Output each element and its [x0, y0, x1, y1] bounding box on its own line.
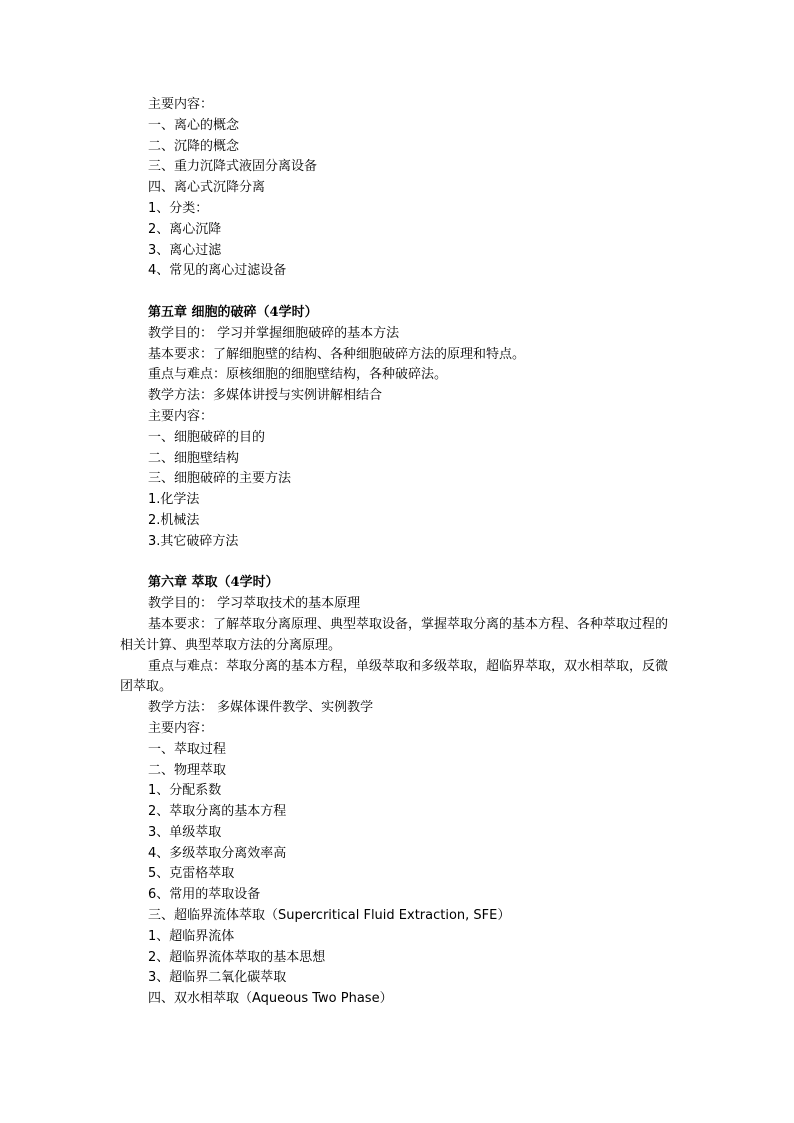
chapter-6-title: 第六章 萃取（4学时） [148, 575, 279, 591]
chapter-5-title: 第五章 细胞的破碎（4学时） [148, 304, 318, 320]
list-item: 3、单级萃取 [148, 824, 222, 840]
teaching-method: 教学方法： 多媒体课件教学、实例教学 [148, 700, 374, 716]
teaching-method: 教学方法：多媒体讲授与实例讲解相结合 [148, 388, 383, 404]
list-item: 1.化学法 [148, 492, 200, 508]
main-content-label: 主要内容： [148, 97, 214, 112]
list-item: 4、多级萃取分离效率高 [148, 845, 287, 861]
teaching-objective: 教学目的： 学习并掌握细胞破碎的基本方法 [148, 325, 400, 341]
document-body [120, 95, 680, 1010]
list-item: 4、常见的离心过滤设备 [148, 263, 287, 279]
list-item: 3、超临界二氧化碳萃取 [148, 970, 287, 986]
list-item: 一、萃取过程 [148, 741, 227, 757]
list-item: 2、萃取分离的基本方程 [148, 804, 287, 820]
list-item: 3、离心过滤 [148, 242, 222, 258]
key-points: 重点与难点：萃取分离的基本方程，单级萃取和多级萃取，超临界萃取，双水相萃取，反微团萃取。 [120, 658, 669, 695]
list-item: 四、双水相萃取（Aqueous Two Phase） [148, 991, 393, 1007]
list-item: 一、离心的概念 [148, 117, 240, 133]
main-content-label: 主要内容： [148, 720, 214, 736]
list-item: 2、离心沉降 [148, 221, 222, 237]
main-content-label: 主要内容： [148, 408, 214, 424]
list-item: 3.其它破碎方法 [148, 533, 239, 549]
spacer [120, 282, 680, 303]
list-item: 一、细胞破碎的目的 [148, 429, 266, 445]
list-item: 2、超临界流体萃取的基本思想 [148, 949, 326, 965]
key-points: 重点与难点：原核细胞的细胞壁结构，各种破碎法。 [148, 367, 448, 383]
list-item: 三、细胞破碎的主要方法 [148, 471, 292, 487]
list-item: 二、细胞壁结构 [148, 450, 240, 466]
list-item: 2.机械法 [148, 512, 200, 528]
list-item: 二、物理萃取 [148, 762, 227, 778]
list-item: 三、超临界流体萃取（Supercritical Fluid Extraction, SFE） [148, 908, 511, 924]
list-item: 1、超临界流体 [148, 928, 235, 944]
basic-requirements: 基本要求：了解细胞壁的结构、各种细胞破碎方法的原理和特点。 [148, 346, 526, 362]
spacer [120, 553, 680, 574]
list-item: 三、重力沉降式液固分离设备 [148, 159, 318, 175]
list-item: 1、分配系数 [148, 783, 222, 799]
list-item: 二、沉降的概念 [148, 138, 240, 154]
teaching-objective: 教学目的： 学习萃取技术的基本原理 [148, 596, 361, 612]
basic-requirements: 基本要求：了解萃取分离原理、典型萃取设备，掌握萃取分离的基本方程、各种萃取过程的相关计算、典型萃取方法的分离原理。 [120, 616, 669, 653]
list-item: 四、离心式沉降分离 [148, 180, 266, 196]
list-item: 1、分类： [148, 200, 209, 216]
list-item: 6、常用的萃取设备 [148, 887, 261, 903]
list-item: 5、克雷格萃取 [148, 866, 235, 882]
